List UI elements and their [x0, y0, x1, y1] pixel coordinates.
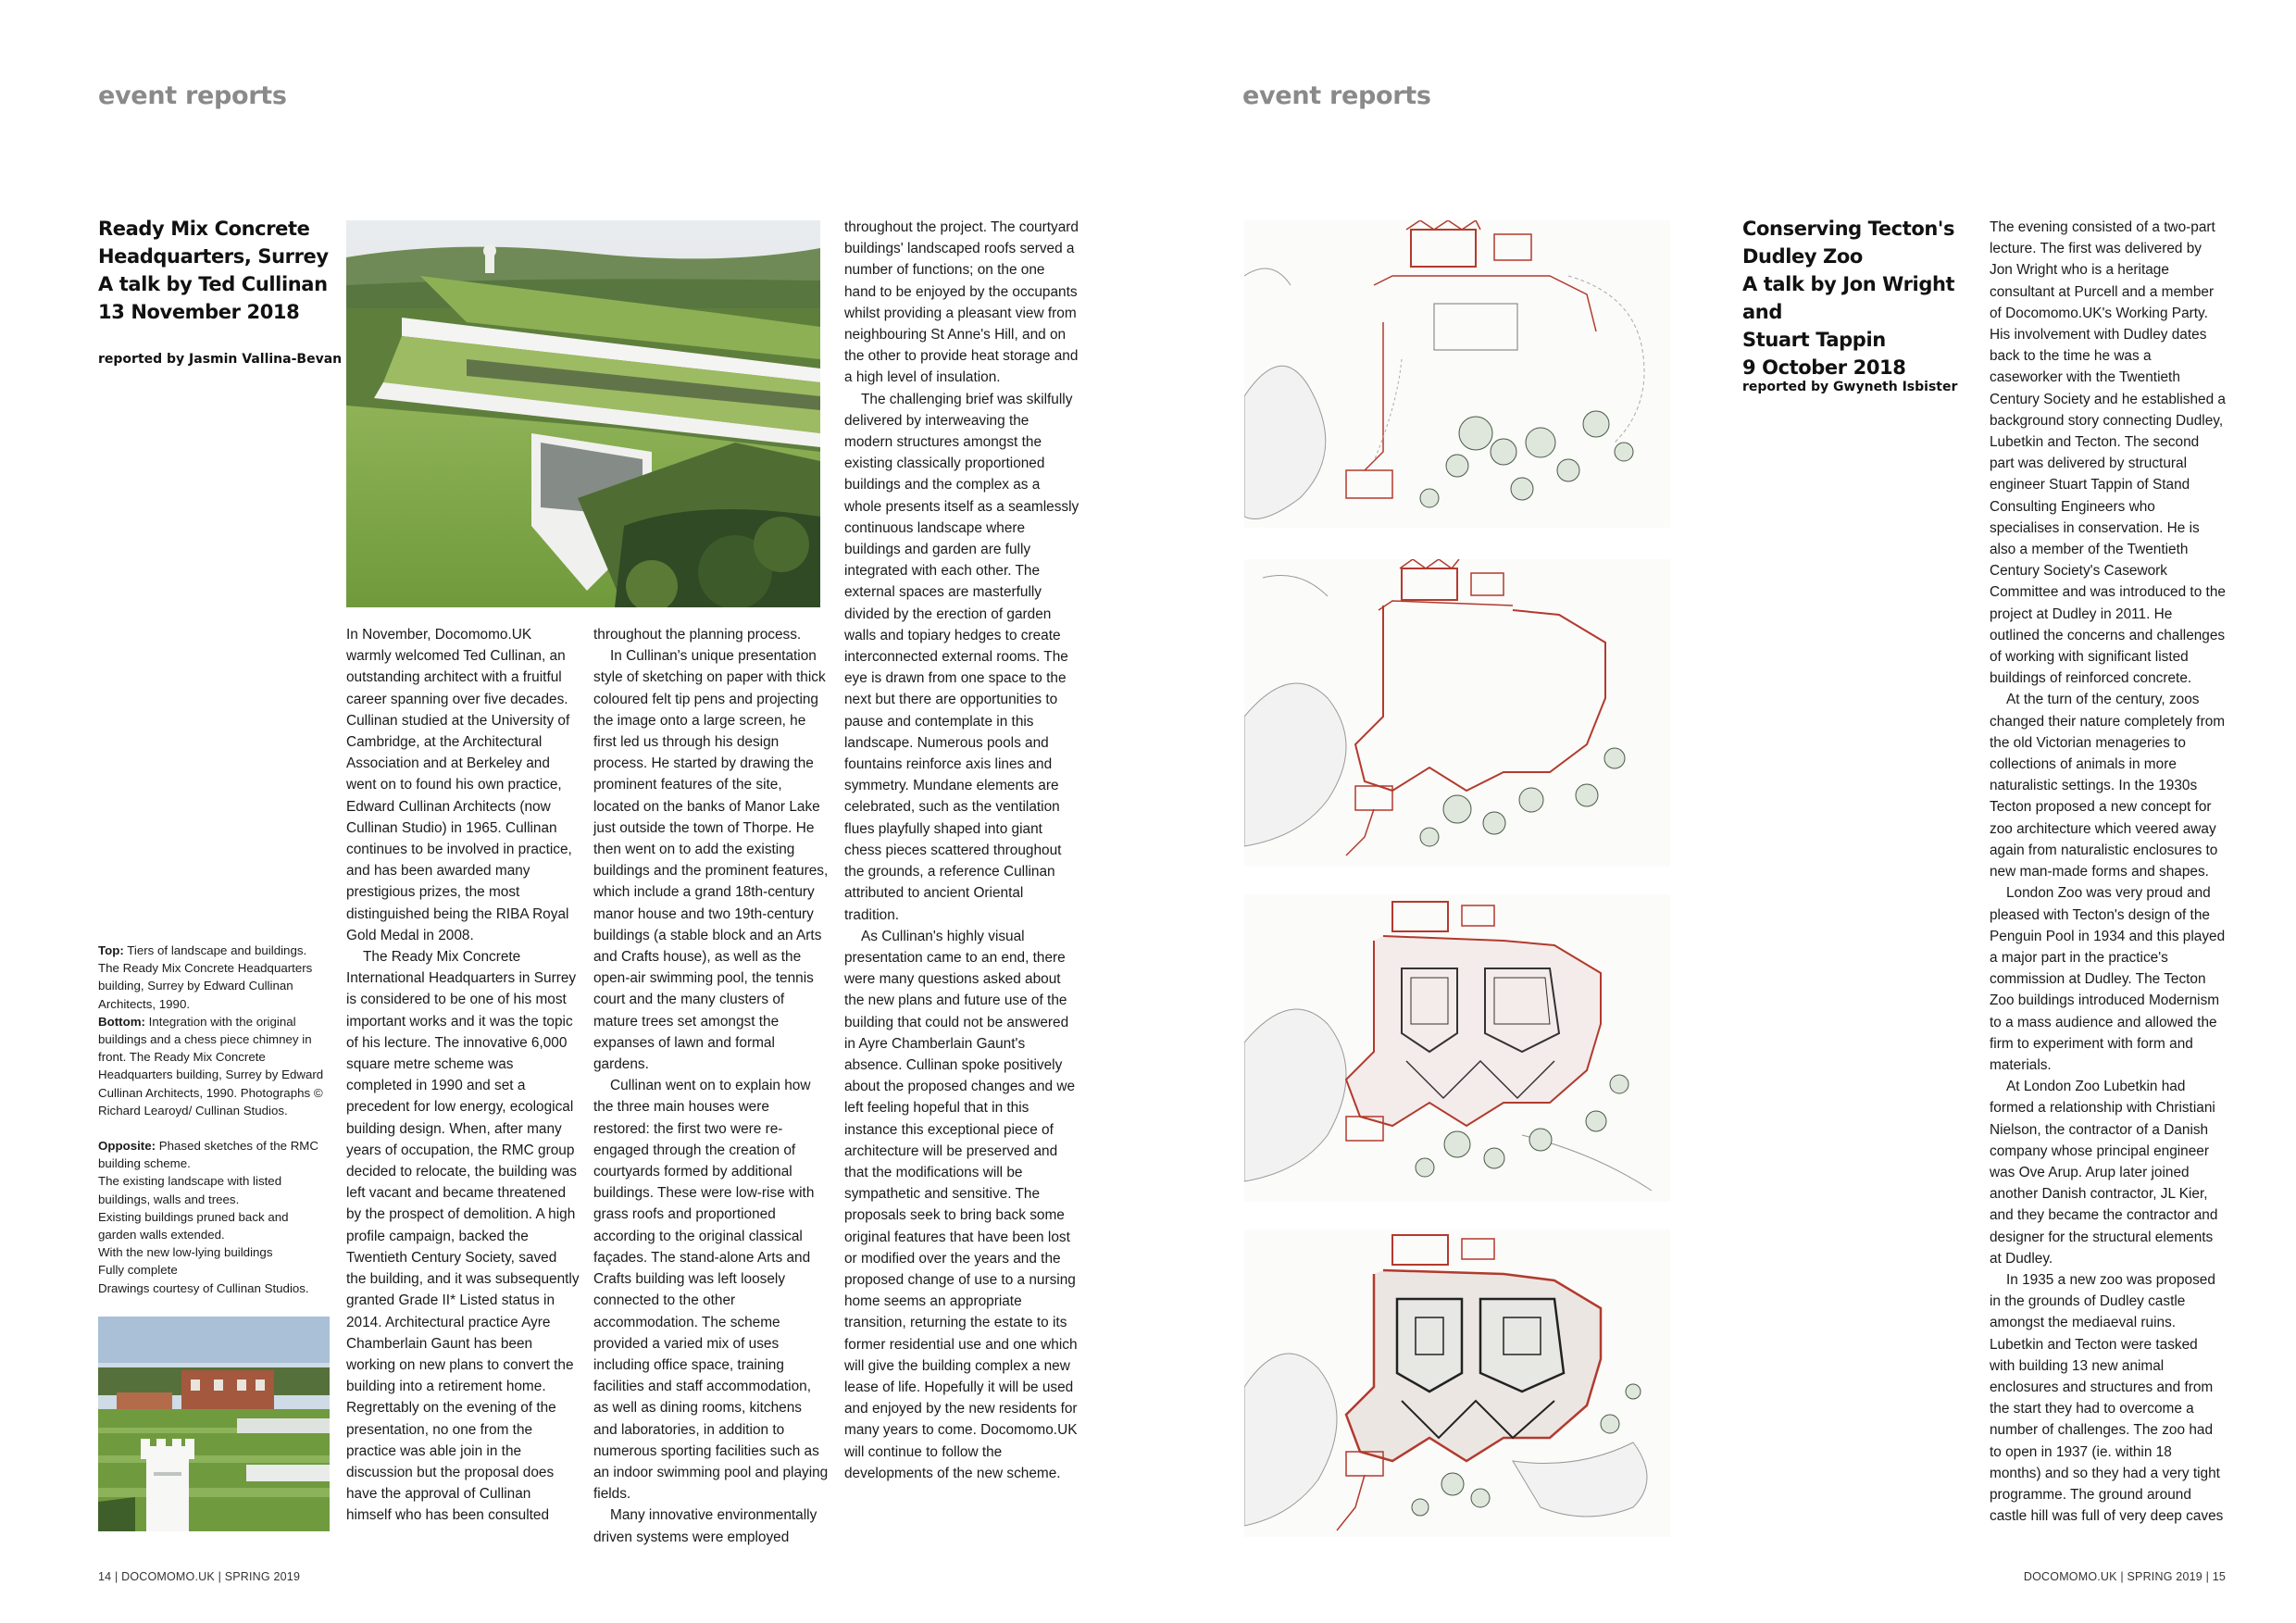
left-title-line: 13 November 2018 — [98, 301, 300, 323]
left-section-label: event reports — [98, 81, 287, 110]
caption-top-label: Top: — [98, 943, 124, 957]
left-article-title — [98, 215, 339, 326]
left-page-footer: 14 | DOCOMOMO.UK | SPRING 2019 — [98, 1570, 301, 1583]
body-paragraph: At the turn of the century, zoos changed their nature completely from the old Victorian menageries to collections of animals in more naturalistic settings. In the 1930s Tecton proposed a new concept for zoo architecture which veered away again from naturalistic enclosures to new man-made forms and shapes. — [1990, 692, 2226, 880]
caption-top-text: Tiers of landscape and buildings. The Ready Mix Concrete Headquarters building, Surrey by Edward Cullinan Architects, 1990. — [98, 943, 313, 1011]
body-paragraph: In November, Docomomo.UK warmly welcomed Ted Cullinan, an outstanding architect with a fruitful career spanning over five decades. Cullinan studied at the University of Cambridge, at the Architectural Association and at Berkeley and went on to found his own practice, Edward Cullinan Architects (now Cullinan Studio) in 1965. Cullinan continues to be involved in practice, and has been awarded many prestigious prizes, the most distinguished being the RIBA Royal Gold Medal in 2008. — [346, 627, 572, 943]
right-body-column — [1990, 217, 2226, 1527]
body-paragraph: In 1935 a new zoo was proposed in the grounds of Dudley castle amongst the mediaeval ruins. Lubetkin and Tecton were tasked with building 13 new animal enclosures and structures and from the start they had to overcome a number of challenges. The zoo had to open in 1937 (ie. within 18 months) and so they had a very tight programme. The ground around castle hill was full of very deep caves — [1990, 1271, 2224, 1525]
caption-opposite-label: Opposite: — [98, 1139, 156, 1154]
sketch-fully-complete — [1244, 1230, 1670, 1537]
caption-opposite-line: Drawings courtesy of Cullinan Studios. — [98, 1280, 309, 1295]
left-body-column-1 — [346, 624, 580, 1527]
left-body-column-2 — [593, 624, 829, 1548]
body-paragraph: The challenging brief was skilfully delivered by interweaving the modern structures amongst the existing classically proportioned buildings and the complex as a whole presents itself as a seamlessly continuous landscape where buildings and garden are fully integrated with each other. The external spaces are masterfully divided by the erection of garden walls and topiary hedges to create interconnected external rooms. The eye is drawn from one space to the next but there are opportunities to pause and contemplate in this landscape. Numerous pools and fountains reinforce axis lines and symmetry. Mundane elements are celebrated, such as the ventilation flues playfully shaped into giant chess pieces scattered throughout the grounds, a reference Cullinan attributed to ancient Oriental tradition. — [844, 391, 1079, 923]
rmc-chimney-photo — [98, 1317, 330, 1531]
sketch-pruned-buildings — [1244, 559, 1670, 867]
body-paragraph: At London Zoo Lubetkin had formed a relationship with Christiani Nielson, the contractor of a Danish company whose principal engineer was Ove Arup. Arup later joined another Danish contractor, JL Kier, and they became the contractor and designer for the structural elements at Dudley. — [1990, 1079, 2218, 1267]
body-paragraph: The Ready Mix Concrete International Headquarters in Surrey is considered to be one of his most important works and it was the topic of his lecture. The innovative 6,000 square metre scheme was completed in 1990 and set a precedent for low energy, ecological building design. When, after many years of occupation, the RMC group decided to relocate, the building was left vacant and became threatened by the prospect of demolition. A high profile campaign, backed the Twentieth Century Society, saved the building, and it was subsequently granted Grade II* Listed status in 2014. Architectural practice Ayre Chamberlain Gaunt has been working on new plans to convert the building into a retirement home. Regrettably on the evening of the presentation, no one from the practice was able join in the discussion but the proposal does have the approval of Cullinan himself who has been consulted — [346, 949, 580, 1524]
caption-opposite-text: Phased sketches of the RMC building scheme. — [98, 1139, 318, 1171]
caption-opposite — [98, 1137, 330, 1172]
right-article-title — [1742, 215, 1992, 381]
caption-bottom-text: Integration with the original buildings and a chess piece chimney in front. The Ready Mix Concrete Headquarters building, Surrey by Edward Cullinan Architects, 1990. Photographs © Richard Learoyd/ Cullinan Studios. — [98, 1014, 324, 1117]
sketch-existing-landscape — [1244, 220, 1670, 528]
caption-bottom — [98, 1013, 330, 1119]
right-title-line: 9 October 2018 — [1742, 356, 1906, 379]
body-paragraph: In Cullinan's unique presentation style of sketching on paper with thick coloured felt tip pens and projecting the image onto a large screen, he first led us through his design process. He started by drawing the prominent features of the site, located on the banks of Manor Lake just outside the town of Thorpe. He then went on to add the existing buildings and the prominent features, which include a grand 18th-century manor house and two 19th-century buildings (a stable block and an Arts and Crafts house), as well as the open-air swimming pool, the tennis court and the many clusters of mature trees set amongst the expanses of lawn and formal gardens. — [593, 648, 829, 1073]
body-paragraph: As Cullinan's highly visual presentation came to an end, there were many questions asked about the new plans and future use of the building that could not be answered in Ayre Chamberlain Gaunt's absence. Cullinan spoke positively about the proposed changes and we left feeling hopeful that in this instance this exceptional piece of architecture will be preserved and that the modifications will be sympathetic and sensitive. The proposals seek to bring back some original features that have been lost or modified over the years and the proposed change of use to a nursing home seems an appropriate transition, returning the estate to its former residential use and one which will give the building complex a new lease of life. Hopefully it will be used and enjoyed by the new residents for many years to come. Docomomo.UK will continue to follow the developments of the new scheme. — [844, 928, 1078, 1481]
caption-opposite-line: Existing buildings pruned back and garden walls extended. — [98, 1209, 289, 1242]
right-title-line: Stuart Tappin — [1742, 329, 1886, 351]
left-captions — [98, 942, 330, 1297]
left-title-line: A talk by Ted Cullinan — [98, 273, 328, 295]
right-section-label: event reports — [1242, 81, 1431, 110]
right-title-line: Dudley Zoo — [1742, 245, 1863, 268]
caption-top — [98, 942, 330, 1013]
right-page-footer: DOCOMOMO.UK | SPRING 2019 | 15 — [2023, 1570, 2226, 1583]
right-title-line: A talk by Jon Wright and — [1742, 273, 1955, 323]
caption-opposite-line: Fully complete — [98, 1263, 178, 1278]
left-title-line: Ready Mix Concrete — [98, 218, 310, 240]
right-title-line: Conserving Tecton's — [1742, 218, 1955, 240]
body-paragraph: The evening consisted of a two-part lecture. The first was delivered by Jon Wright who is a heritage consultant at Purcell and a member of Docomomo.UK's Working Party. His involvement with Dudley dates back to the time he was a caseworker with the Twentieth Century Society and he established a background story connecting Dudley, Lubetkin and Tecton. The second part was delivered by structural engineer Stuart Tappin of Stand Consulting Engineers who specialises in conservation. He is also a member of the Twentieth Century Society's Casework Committee and was introduced to the project at Dudley in 2011. He outlined the concerns and challenges of working with significant listed buildings of reinforced concrete. — [1990, 219, 2226, 687]
rmc-landscape-photo — [346, 220, 820, 607]
caption-bottom-label: Bottom: — [98, 1014, 145, 1029]
body-paragraph: London Zoo was very proud and pleased with Tecton's design of the Penguin Pool in 1934 and this played a major part in the practice's commission at Dudley. The Tecton Zoo buildings introduced Modernism to a mass audience and allowed the firm to experiment with form and materials. — [1990, 885, 2226, 1073]
caption-opposite-line: The existing landscape with listed buildings, walls and trees. — [98, 1174, 282, 1206]
body-paragraph: throughout the project. The courtyard buildings' landscaped roofs served a number of functions; on the one hand to be enjoyed by the occupants whilst providing a pleasant view from neighbouring St Anne's Hill, and on the other to provide heat storage and a high level of insulation. — [844, 219, 1079, 386]
body-paragraph: throughout the planning process. — [593, 627, 802, 643]
left-body-column-3 — [844, 217, 1079, 1484]
body-paragraph: Cullinan went on to explain how the three main houses were restored: the first two were re-engaged through the creation of courtyards formed by additional buildings. These were low-rise with grass roofs and proportioned according to the original classical façades. The stand-alone Arts and Crafts building was left loosely connected to the other accommodation. The scheme provided a varied mix of uses including office space, training facilities and staff accommodation, as well as dining rooms, kitchens and laboratories, in addition to numerous sporting facilities such as an indoor swimming pool and playing fields. — [593, 1078, 829, 1503]
right-byline: reported by Gwyneth Isbister — [1742, 380, 1958, 394]
sketch-new-low-lying-buildings — [1244, 894, 1670, 1202]
left-title-line: Headquarters, Surrey — [98, 245, 329, 268]
left-byline: reported by Jasmin Vallina-Bevan — [98, 352, 343, 367]
body-paragraph: Many innovative environmentally driven systems were employed — [593, 1507, 817, 1545]
caption-opposite-line: With the new low-lying buildings — [98, 1245, 273, 1260]
